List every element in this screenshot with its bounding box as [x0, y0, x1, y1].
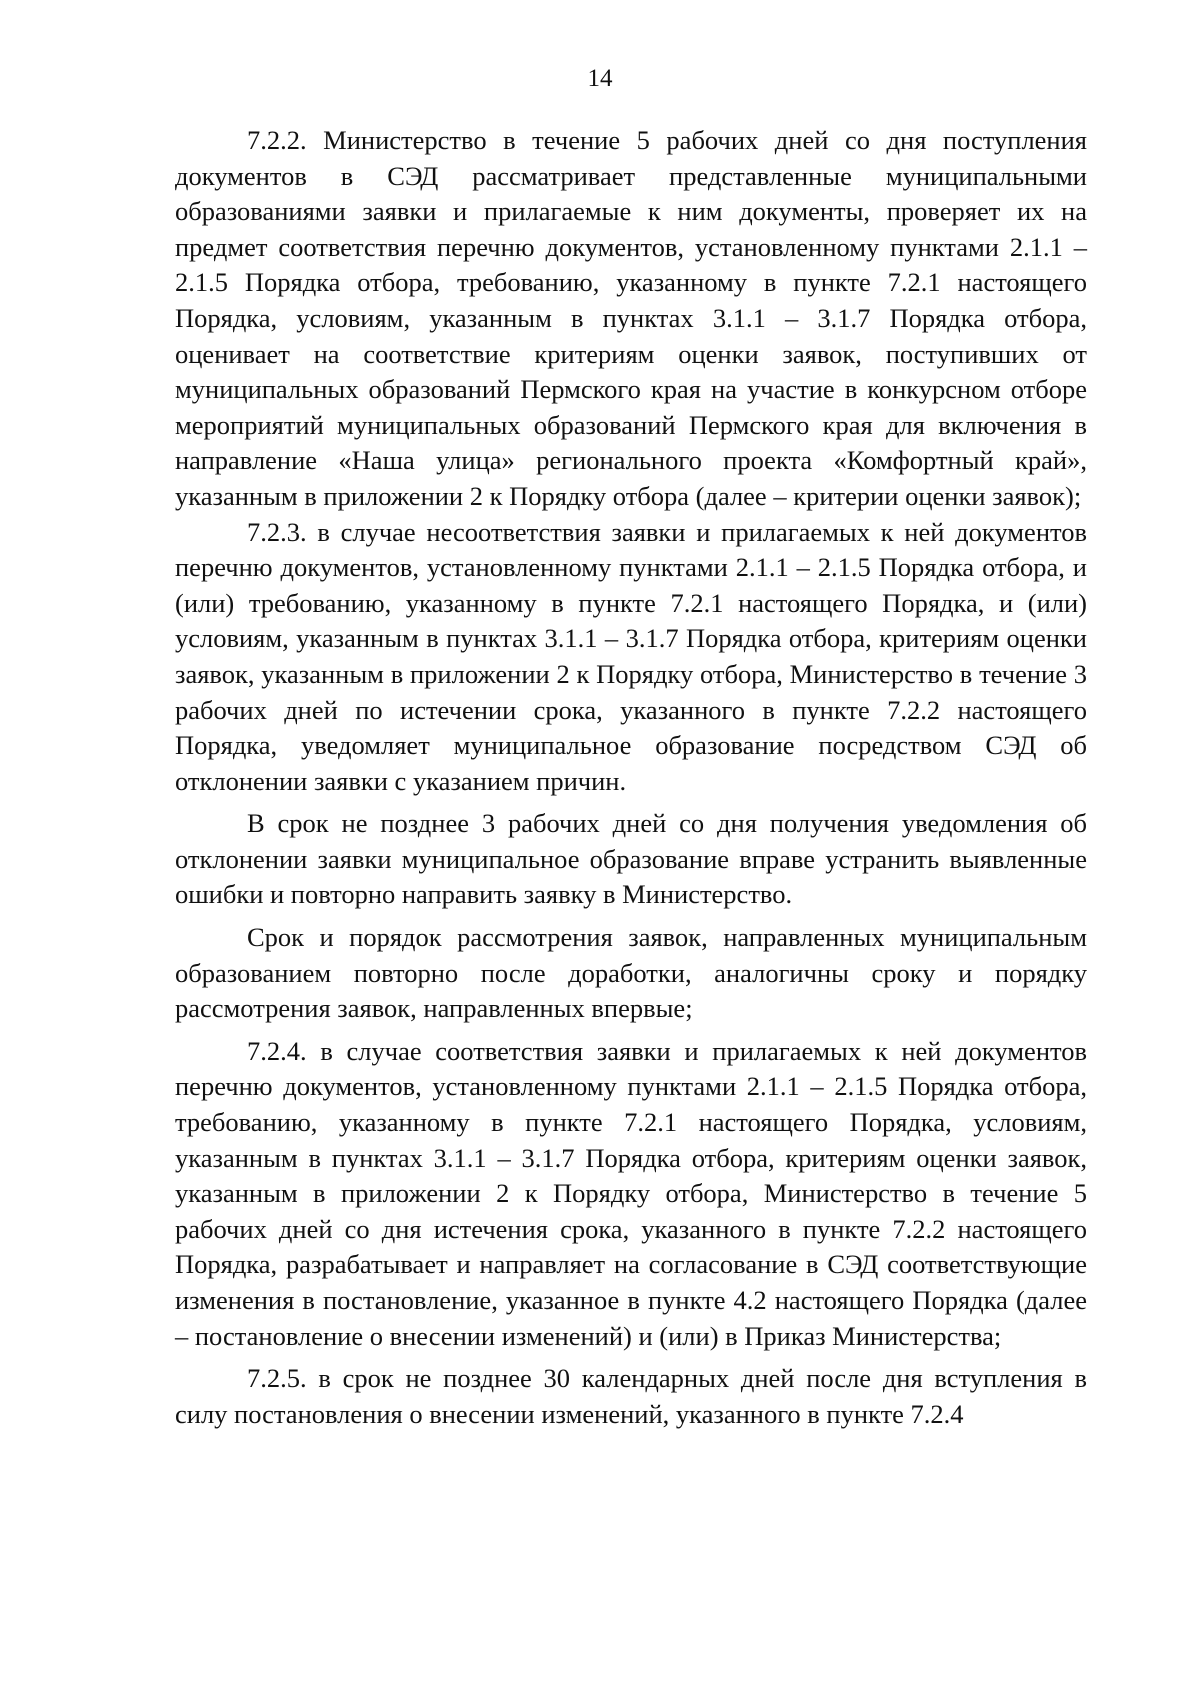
paragraph-7-2-2: 7.2.2. Министерство в течение 5 рабочих дней со дня поступления документов в СЭД рассматривает представленные муниципальными образованиями заявки и прилагаемые к ним документы, проверяет их на предмет соответствия перечню документов, установленному пунктами 2.1.1 – 2.1.5 Порядка отбора, требованию, указанному в пункте 7.2.1 настоящего Порядка, условиям, указанным в пунктах 3.1.1 – 3.1.7 Порядка отбора, оценивает на соответствие критериям оценки заявок, поступивших от муниципальных образований Пермского края на участие в конкурсном отборе мероприятий муниципальных образований Пермского края для включения в направление «Наша улица» регионального проекта «Комфортный край», указанным в приложении 2 к Порядку отбора (далее – критерии оценки заявок);: [175, 125, 1087, 511]
paragraph-resubmission-term: Срок и порядок рассмотрения заявок, направленных муниципальным образованием повторно после доработки, аналогичны сроку и порядку рассмотрения заявок, направленных впервые;: [175, 922, 1087, 1024]
paragraph-7-2-3: 7.2.3. в случае несоответствия заявки и прилагаемых к ней документов перечню документов, установленному пунктами 2.1.1 – 2.1.5 Порядка отбора, и (или) требованию, указанному в пункте 7.2.1 настоящего Порядка, и (или) условиям, указанным в пунктах 3.1.1 – 3.1.7 Порядка отбора, критериям оценки заявок, указанным в приложении 2 к Порядку отбора, Министерство в течение 3 рабочих дней по истечении срока, указанного в пункте 7.2.2 настоящего Порядка, уведомляет муниципальное образование посредством СЭД об отклонении заявки с указанием причин.: [175, 516, 1087, 796]
document-body: [175, 123, 1087, 1432]
paragraph-rejection-correction: В срок не позднее 3 рабочих дней со дня получения уведомления об отклонении заявки муниципальное образование вправе устранить выявленные ошибки и повторно направить заявку в Министерство.: [175, 808, 1087, 910]
page-number: 14: [587, 65, 613, 92]
paragraph-7-2-4: 7.2.4. в случае соответствия заявки и прилагаемых к ней документов перечню документов, установленному пунктами 2.1.1 – 2.1.5 Порядка отбора, требованию, указанному в пункте 7.2.1 настоящего Порядка, условиям, указанным в пунктах 3.1.1 – 3.1.7 Порядка отбора, критериям оценки заявок, указанным в приложении 2 к Порядку отбора, Министерство в течение 5 рабочих дней со дня истечения срока, указанного в пункте 7.2.2 настоящего Порядка, разрабатывает и направляет на согласование в СЭД соответствующие изменения в постановление, указанное в пункте 4.2 настоящего Порядка (далее – постановление о внесении изменений) и (или) в Приказ Министерства;: [175, 1035, 1087, 1351]
paragraph-7-2-5: 7.2.5. в срок не позднее 30 календарных дней после дня вступления в силу постановления о внесении изменений, указанного в пункте 7.2.4: [175, 1363, 1087, 1429]
